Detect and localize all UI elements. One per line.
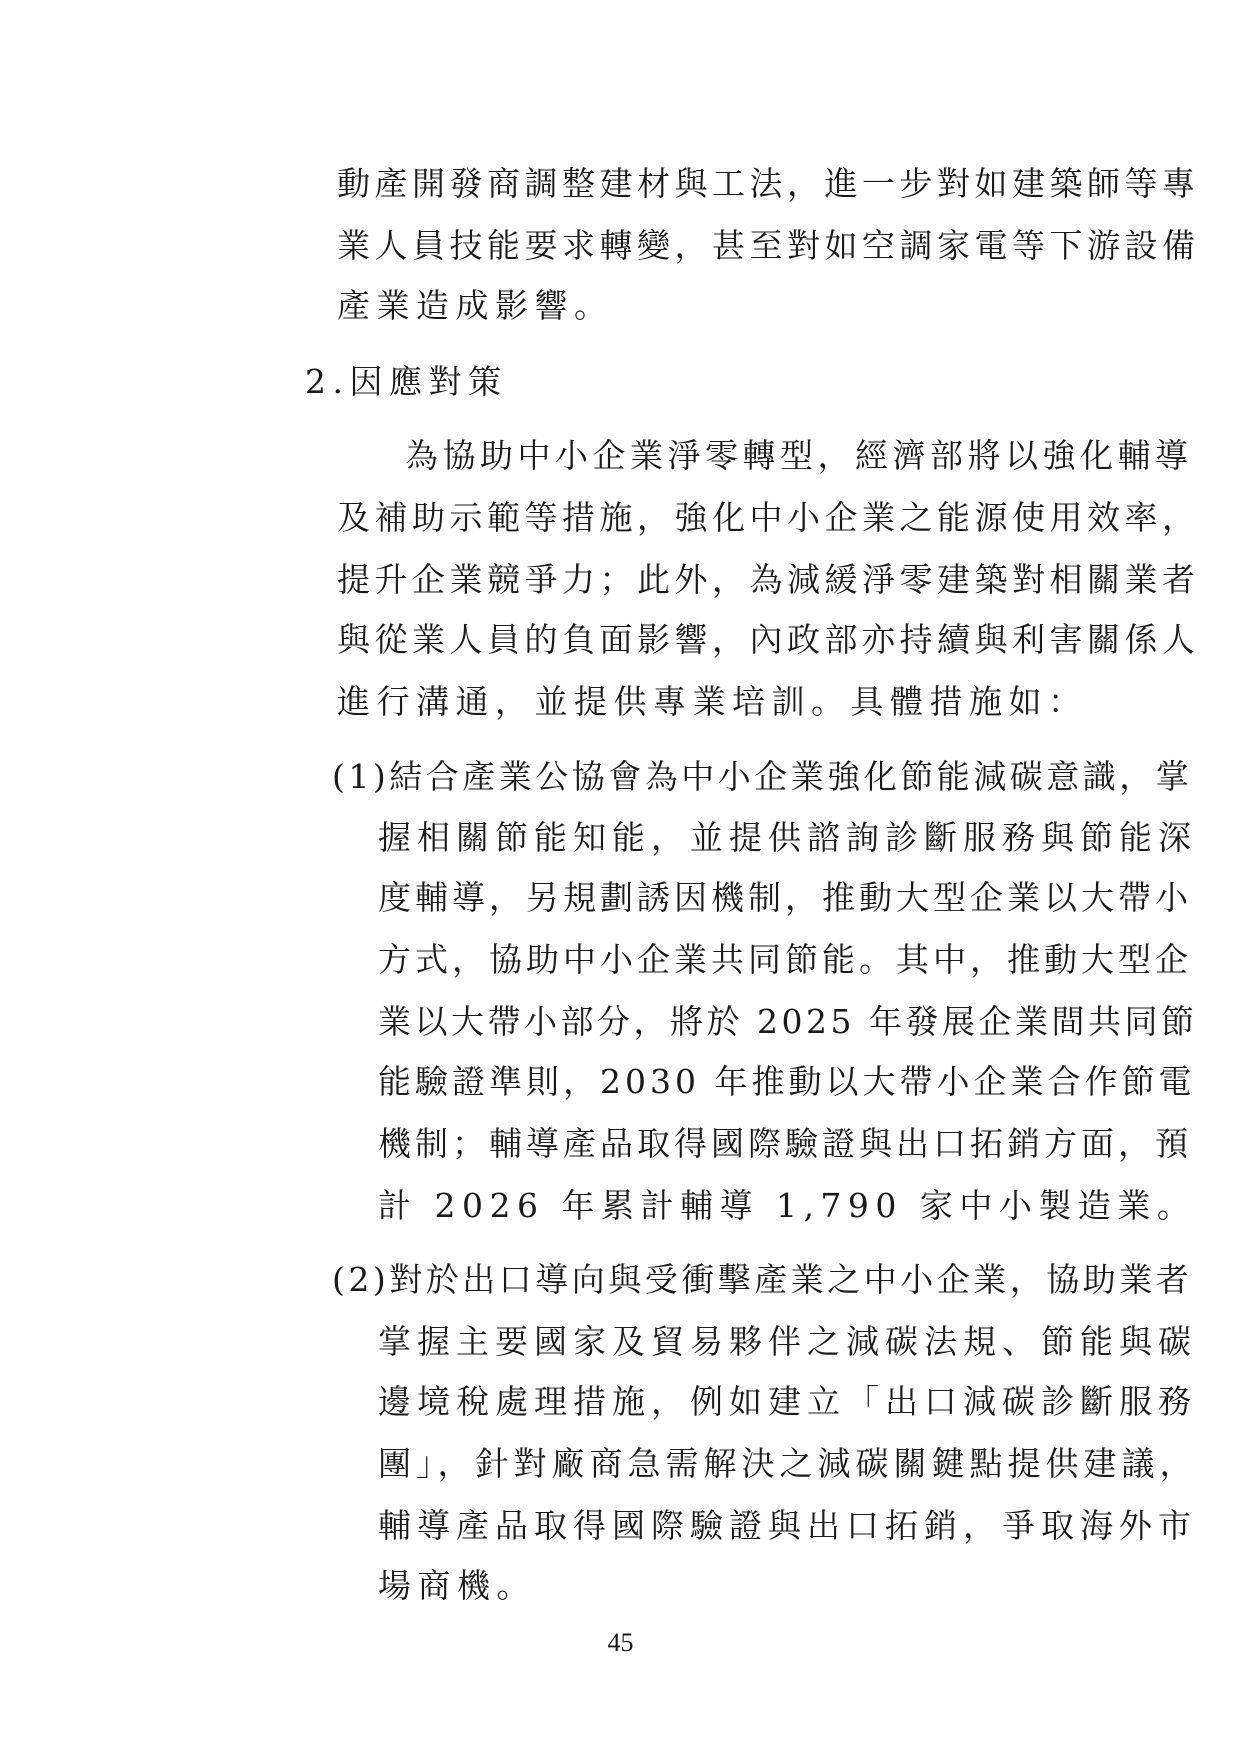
item1-line-7: 機制；輔導產品取得國際驗證與出口拓銷方面，預 [378,1124,1192,1163]
item1-line-1: (1)結合產業公協會為中小企業強化節能減碳意識，掌 [332,757,1193,796]
section-heading: 2.因應對策 [305,362,508,401]
intro-line-2: 業人員技能要求轉變，甚至對如空調家電等下游設備 [337,226,1200,265]
intro-line-3: 產業造成影響。 [337,286,614,325]
item2-line-3: 邊境稅處理措施，例如建立「出口減碳診斷服務 [378,1382,1197,1421]
item1-line-2: 握相關節能知能，並提供諮詢診斷服務與節能深 [378,818,1197,857]
item1-line-6: 能驗證準則，2030 年推動以大帶小企業合作節電 [378,1062,1196,1101]
body-line-4: 與從業人員的負面影響，內政部亦持續與利害關係人 [337,620,1200,659]
body-line-2: 及補助示範等措施，強化中小企業之能源使用效率， [337,498,1200,537]
item1-line-3: 度輔導，另規劃誘因機制，推動大型企業以大帶小 [378,878,1192,917]
item1-line-5: 業以大帶小部分，將於 2025 年發展企業間共同節 [378,1002,1198,1041]
item2-line-2: 掌握主要國家及貿易夥伴之減碳法規、節能與碳 [378,1322,1197,1361]
item1-line-8: 計 2026 年累計輔導 1,790 家中小製造業。 [378,1186,1197,1225]
item2-line-5: 輔導產品取得國際驗證與出口拓銷，爭取海外市 [378,1506,1197,1545]
item1-line-4: 方式，協助中小企業共同節能。其中，推動大型企 [378,940,1192,979]
item2-line-4: 團」，針對廠商急需解決之減碳關鍵點提供建議， [378,1444,1198,1483]
item2-line-6: 場商機。 [378,1566,536,1605]
body-line-5: 進行溝通，並提供專業培訓。具體措施如： [337,682,1088,721]
body-line-3: 提升企業競爭力；此外，為減緩淨零建築對相關業者 [337,560,1200,599]
body-line-1: 為協助中小企業淨零轉型，經濟部將以強化輔導 [405,436,1193,475]
page-number: 45 [607,1628,634,1657]
item2-line-1: (2)對於出口導向與受衝擊產業之中小企業，協助業者 [332,1260,1193,1299]
intro-line-1: 動產開發商調整建材與工法，進一步對如建築師等專 [337,164,1200,203]
